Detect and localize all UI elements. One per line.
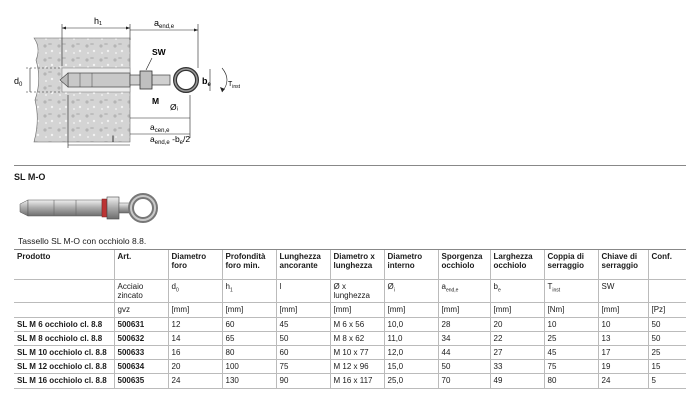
symbol-cell: $T_{inst}$ [544,280,598,303]
cell: M 6 x 56 [330,317,384,331]
col-header: Profondità foro min. [222,250,276,280]
label-m: M [152,96,160,106]
article-number: 500632 [114,331,168,345]
col-header: Diametro x lunghezza [330,250,384,280]
symbol-row [14,280,686,303]
col-header: Diametro interno [384,250,438,280]
cell: 100 [222,360,276,374]
cell: 44 [438,345,490,359]
cell: 49 [490,374,544,388]
product-name: SL M 16 occhiolo cl. 8.8 [14,374,114,388]
symbol-cell [648,280,686,303]
cell: 60 [222,317,276,331]
article-number: 500631 [114,317,168,331]
dim-oi: Øᵢ [170,102,178,112]
cell: 80 [222,345,276,359]
symbol-cell: $d_0$ [168,280,222,303]
cell: 22 [490,331,544,345]
cell: 45 [544,345,598,359]
cell: 19 [598,360,648,374]
spec-table [14,249,686,389]
cell: 20 [490,317,544,331]
unit-row [14,303,686,317]
label-sw: SW [152,47,166,57]
symbol-cell: $h_1$ [222,280,276,303]
cell: 10,0 [384,317,438,331]
anchor-sleeve [68,73,130,87]
cell: M 16 x 117 [330,374,384,388]
table-row [14,317,686,331]
symbol-cell: $b_e$ [490,280,544,303]
col-header: Lunghezza ancorante [276,250,330,280]
col-header: Sporgenza occhiolo [438,250,490,280]
cell: 5 [648,374,686,388]
col-header: Art. [114,250,168,280]
cell: 25 [544,331,598,345]
symbol-cell [14,280,114,303]
col-header: Prodotto [14,250,114,280]
symbol-cell: Acciaio zincato [114,280,168,303]
cell: 25,0 [384,374,438,388]
unit-cell: [mm] [438,303,490,317]
unit-cell: [mm] [330,303,384,317]
cell: 16 [168,345,222,359]
table-row [14,331,686,345]
cell: 50 [648,331,686,345]
article-number: 500633 [114,345,168,359]
cell: 75 [276,360,330,374]
cell: 15,0 [384,360,438,374]
symbol-cell: l [276,280,330,303]
col-header: Coppia di serraggio [544,250,598,280]
section-title: SL M-O [14,165,686,185]
unit-cell: [mm] [384,303,438,317]
cell: 45 [276,317,330,331]
cell: 15 [648,360,686,374]
table-row [14,345,686,359]
dim-tinst: $T_{inst}$ [228,81,241,90]
cell: 33 [490,360,544,374]
unit-cell: [Nm] [544,303,598,317]
cell: 50 [648,317,686,331]
cell: 10 [544,317,598,331]
symbol-cell: SW [598,280,648,303]
header-row [14,250,686,280]
cell: 28 [438,317,490,331]
cell: 12 [168,317,222,331]
col-header: Diametro foro [168,250,222,280]
cell: 75 [544,360,598,374]
technical-drawing [0,0,700,160]
product-name: SL M 6 occhiolo cl. 8.8 [14,317,114,331]
product-name: SL M 12 occhiolo cl. 8.8 [14,360,114,374]
col-header: Conf. [648,250,686,280]
unit-cell: [mm] [168,303,222,317]
unit-cell: [Pz] [648,303,686,317]
table-row [14,360,686,374]
cell: 20 [168,360,222,374]
table-row [14,374,686,388]
cell: 27 [490,345,544,359]
dim-formula: $a_{end,e}$ $-b_e/2$ [150,134,191,146]
cell: 80 [544,374,598,388]
dim-aend: $a_{end,e}$ [154,18,175,30]
product-caption: Tassello SL M-O con occhiolo 8.8. [18,236,147,246]
unit-cell: gvz [114,303,168,317]
col-header: Chiave di serraggio [598,250,648,280]
cell: M 10 x 77 [330,345,384,359]
dim-acen: $a_{cen,e}$ [150,122,170,134]
dim-d0: $d_0$ [14,76,23,88]
dim-l: l [112,134,114,144]
product-name: SL M 8 occhiolo cl. 8.8 [14,331,114,345]
cell: 60 [276,345,330,359]
unit-cell: [mm] [276,303,330,317]
cell: 10 [598,317,648,331]
symbol-cell: Ø x lunghezza [330,280,384,303]
dim-h1: h₁ [94,16,103,26]
unit-cell: [mm] [490,303,544,317]
cell: 13 [598,331,648,345]
symbol-cell: $Ø_i$ [384,280,438,303]
article-number: 500634 [114,360,168,374]
cell: 70 [438,374,490,388]
product-name: SL M 10 occhiolo cl. 8.8 [14,345,114,359]
cell: 24 [168,374,222,388]
symbol-cell: $a_{end,e}$ [438,280,490,303]
article-number: 500635 [114,374,168,388]
cell: 50 [438,360,490,374]
cell: 50 [276,331,330,345]
product-photo [14,186,164,236]
unit-cell: [mm] [222,303,276,317]
unit-cell: [mm] [598,303,648,317]
cell: 11,0 [384,331,438,345]
unit-cell [14,303,114,317]
cell: 12,0 [384,345,438,359]
cell: 25 [648,345,686,359]
cell: M 12 x 96 [330,360,384,374]
cell: 24 [598,374,648,388]
cell: M 8 x 62 [330,331,384,345]
hex-nut [140,71,152,89]
cell: 130 [222,374,276,388]
cell: 14 [168,331,222,345]
cell: 65 [222,331,276,345]
cell: 17 [598,345,648,359]
col-header: Larghezza occhiolo [490,250,544,280]
dim-be: $b_e$ [202,76,211,88]
cell: 90 [276,374,330,388]
cell: 34 [438,331,490,345]
